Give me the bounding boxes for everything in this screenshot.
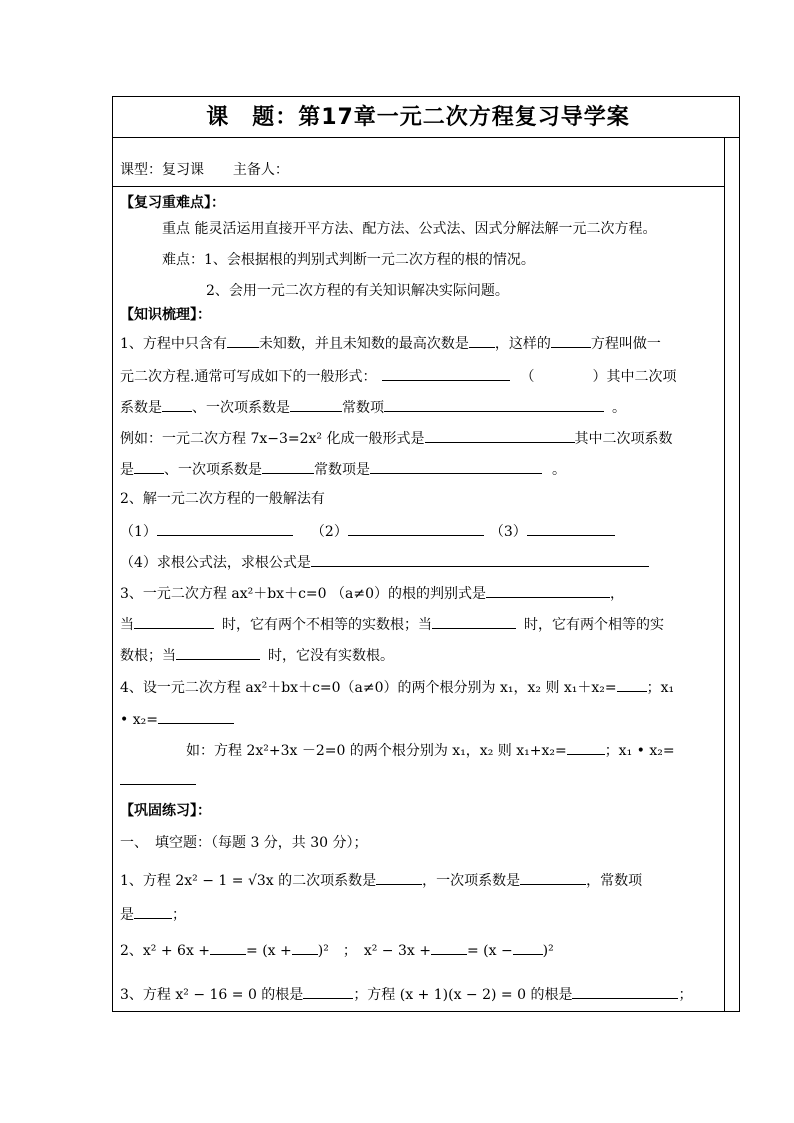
blank: [551, 333, 591, 348]
blank: [431, 940, 467, 955]
knowledge-heading: 【知识梳理】：: [120, 307, 211, 323]
review-difficulty-2: 2、会用一元二次方程的有关知识解决实际问题。: [206, 283, 509, 299]
text: （2）: [310, 524, 348, 540]
practice-heading: 【巩固练习】：: [120, 803, 211, 819]
text: 当: [120, 617, 134, 633]
knowledge-q1-line3: [120, 397, 626, 417]
blank: [290, 397, 342, 412]
row-divider: [112, 186, 724, 187]
text: （3）: [489, 524, 527, 540]
text: 如：方程 2x²+3x －2=0 的两个根分别为 x₁，x₂ 则 x₁+x₂=: [186, 743, 567, 759]
text: 、一次项系数是: [192, 400, 290, 416]
blank: [520, 870, 586, 885]
knowledge-q1-line1: [120, 333, 661, 353]
text: 未知数，并且未知数的最高次数是: [258, 336, 469, 352]
text: ；: [678, 987, 693, 1003]
blank: [303, 984, 353, 999]
knowledge-q2-formula: [120, 552, 649, 572]
blank: [227, 333, 259, 348]
text: = (x −: [466, 943, 513, 959]
text: 元二次方程.通常可写成如下的一般形式：: [120, 369, 377, 385]
text: 、一次项系数是: [164, 462, 262, 478]
text: ；方程 (x + 1)(x − 2) = 0 的根是: [353, 987, 573, 1003]
text: 。: [612, 400, 626, 416]
knowledge-q1-line2: [120, 366, 676, 386]
blank: [376, 870, 422, 885]
text: ；x₁ • x₂=: [604, 743, 675, 759]
knowledge-q2: 2、解一元二次方程的一般解法有: [120, 491, 325, 507]
practice-p1-line1: [120, 870, 642, 890]
text: ）其中二次项: [592, 369, 677, 385]
practice-part-1: 一、 填空题：（每题 3 分，共 30 分）；: [120, 835, 368, 851]
row-divider: [112, 137, 740, 138]
blank: [617, 677, 647, 692]
text: （1）: [120, 524, 157, 540]
review-difficulty-1: 难点：1、会根据根的判别式判断一元二次方程的根的情况。: [162, 252, 535, 268]
blank: [292, 940, 318, 955]
text: 其中二次项系数: [574, 431, 673, 447]
text: 数根；当: [120, 648, 176, 664]
practice-p2: [120, 940, 554, 960]
text: 例如：一元二次方程 7x−3=2x² 化成一般形式是: [120, 431, 425, 447]
text: 时，它有两个相等的实: [524, 617, 664, 633]
page-title: 课 题：第17章一元二次方程复习导学案: [206, 105, 630, 130]
knowledge-q4-example: [186, 740, 675, 760]
text: （: [520, 369, 535, 385]
text: ，常数项: [586, 873, 643, 889]
blank: [134, 904, 172, 919]
blank: [572, 984, 678, 999]
blank: [176, 645, 260, 660]
blank: [158, 709, 234, 724]
practice-p3: [120, 984, 692, 1004]
text: （4）求根公式法，求根公式是: [120, 555, 311, 571]
text: ，这样的: [494, 336, 551, 352]
text: 时，它有两个不相等的实数根；当: [222, 617, 432, 633]
text: ；: [172, 907, 186, 923]
text: 方程叫做一: [590, 336, 661, 352]
blank: [262, 459, 314, 474]
text: 是: [120, 462, 134, 478]
knowledge-example-line2: [120, 459, 566, 479]
knowledge-q4-line1: [120, 677, 674, 697]
blank: [134, 459, 164, 474]
knowledge-q2-methods: [120, 521, 615, 541]
knowledge-q4-example-blank: [120, 770, 196, 790]
text: 时，它没有实数根。: [268, 648, 394, 664]
knowledge-q3-line1: [120, 583, 624, 603]
blank: [384, 397, 604, 412]
practice-p1-line2: [120, 904, 186, 924]
text: 1、方程中只含有: [120, 336, 227, 352]
text: 常数项: [342, 400, 384, 416]
blank: [469, 333, 495, 348]
blank: [432, 614, 516, 629]
blank: [311, 552, 649, 567]
text: 3、方程 x² − 16 = 0 的根是: [120, 987, 304, 1003]
text: 常数项是: [314, 462, 370, 478]
lesson-author: 主备人：: [232, 162, 289, 178]
text: 3、一元二次方程 ax²＋bx＋c=0 （a≠0）的根的判别式是: [120, 586, 486, 602]
review-heading: 【复习重难点】：: [120, 195, 225, 211]
lesson-type: 课型：复习课: [120, 162, 204, 178]
text: 。: [552, 462, 566, 478]
blank: [134, 614, 214, 629]
blank: [120, 770, 196, 785]
knowledge-q3-line2: [120, 614, 664, 634]
text: 是: [120, 907, 134, 923]
blank: [425, 428, 575, 443]
text: 1、方程 2x² − 1 = √3x 的二次项系数是: [120, 873, 377, 889]
text: ，一次项系数是: [422, 873, 521, 889]
text: 4、设一元二次方程 ax²＋bx＋c=0（a≠0）的两个根分别为 x₁，x₂ 则 x₁＋x₂=: [120, 680, 617, 696]
blank: [157, 521, 293, 536]
text: ；x₁: [646, 680, 675, 696]
review-key: 重点 能灵活运用直接开平方法、配方法、公式法、因式分解法解一元二次方程。: [162, 221, 657, 237]
blank: [486, 583, 610, 598]
knowledge-example-line1: [120, 428, 673, 448]
blank: [162, 397, 192, 412]
knowledge-q4-line2: [120, 709, 234, 729]
lesson-meta: [120, 161, 289, 179]
blank: [370, 459, 542, 474]
blank: [527, 521, 615, 536]
blank: [348, 521, 484, 536]
blank: [382, 366, 510, 381]
blank: [513, 940, 543, 955]
text: )²: [542, 943, 554, 959]
text: 2、x² + 6x +: [120, 943, 211, 959]
text: 系数是: [120, 400, 162, 416]
text: = (x +: [246, 943, 292, 959]
text: • x₂=: [120, 712, 158, 728]
column-divider: [724, 137, 725, 1012]
knowledge-q3-line3: [120, 645, 394, 665]
blank: [567, 740, 605, 755]
blank: [210, 940, 246, 955]
text: ，: [609, 586, 624, 602]
text: )² ； x² − 3x +: [317, 943, 431, 959]
